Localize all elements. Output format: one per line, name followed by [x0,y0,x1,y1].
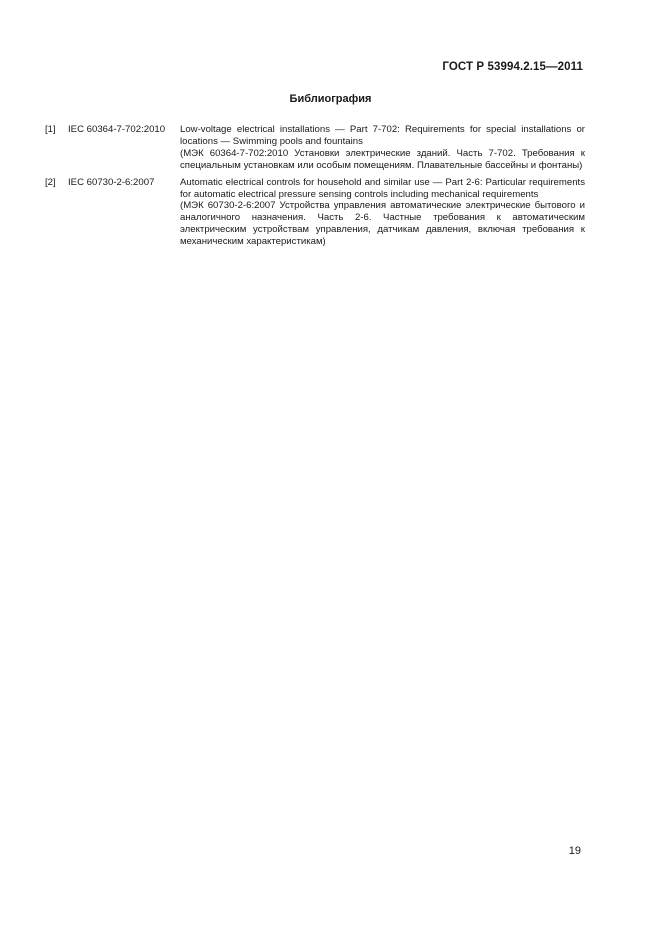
entry-title-ru: (МЭК 60730-2-6:2007 Устройства управления автоматические электрические бытового и аналогичного назначения. Часть 2-6. Частные требования к автоматическим электрическим устройствам управления, датчикам давления, включая требования к механическим характеристикам) [180,200,585,248]
bibliography-list [45,124,585,253]
entry-number: [1] [45,124,56,135]
entry-title-en: Low-voltage electrical installations — Part 7-702: Requirements for special installations or locations — Swimming pools and fountains [180,124,585,147]
document-code: ГОСТ Р 53994.2.15—2011 [442,61,583,73]
bibliography-title: Библиография [289,93,372,105]
entry-text [180,177,585,248]
entry-number: [2] [45,176,56,188]
entry-title-ru: (МЭК 60364-7-702:2010 Установки электрические зданий. Часть 7-702. Требования к специальным установкам или особым помещениям. Плавательные бассейны и фонтаны) [180,147,585,171]
page-number: 19 [568,845,581,857]
entry-standard: IEC 60364-7-702:2010 [68,124,166,135]
entry-standard: IEC 60730-2-6:2007 [68,176,155,188]
bibliography-entry [45,124,585,172]
entry-text [180,124,585,172]
entry-title-en: Automatic electrical controls for household and similar use — Part 2-6: Particular requirements for automatic electrical pressure sensing controls including mechanical requirements [180,176,585,200]
bibliography-entry [45,177,585,248]
